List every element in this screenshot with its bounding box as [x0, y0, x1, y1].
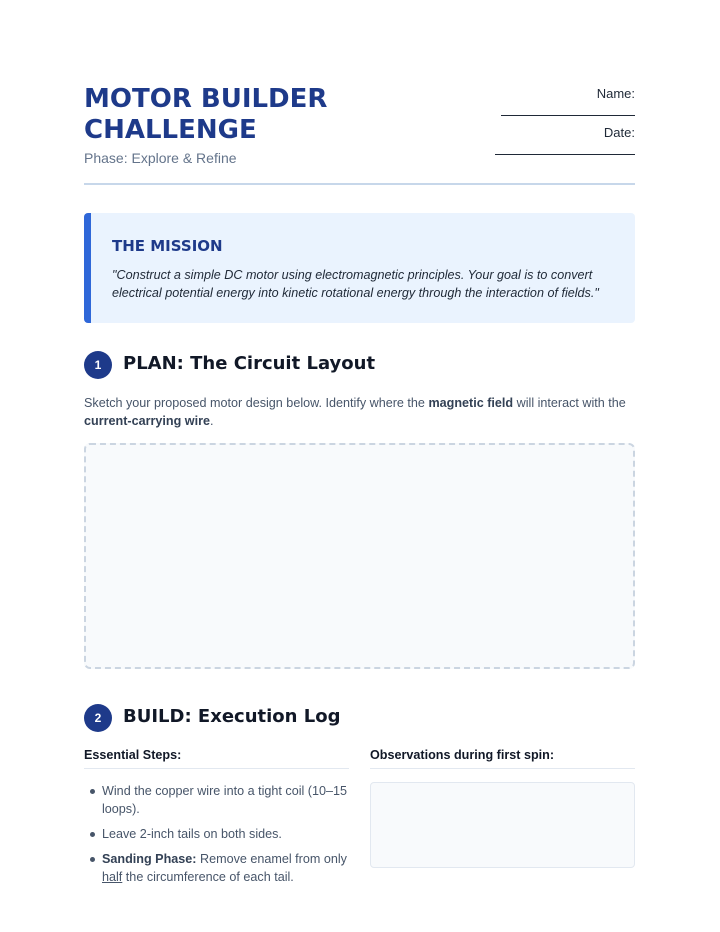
step-2-badge: 2	[84, 704, 112, 732]
name-field-line[interactable]	[501, 115, 635, 116]
step3-end: the circumference of each tail.	[122, 870, 294, 884]
plan-text-3: .	[209, 414, 214, 428]
title-line-2: CHALLENGE	[84, 115, 257, 145]
mission-quote: "Construct a simple DC motor using electromagnetic principles. Your goal is to convert electrical potential energy into kinetic rotational energy through the interaction of fields."	[112, 268, 599, 300]
sketch-area[interactable]	[84, 443, 635, 669]
plan-text-1: Sketch your proposed motor design below. Identify where the	[84, 396, 429, 410]
date-field-line[interactable]	[495, 154, 635, 155]
observations-input-box[interactable]	[370, 782, 635, 868]
plan-text-2: will interact with the	[513, 396, 626, 410]
plan-text-current-wire: current-carrying wire	[84, 414, 210, 428]
title-line-1: MOTOR BUILDER	[84, 84, 328, 114]
mission-box	[84, 213, 635, 323]
worksheet-title	[84, 84, 384, 146]
steps-heading: Essential Steps:	[84, 748, 182, 762]
date-label: Date:	[603, 125, 635, 140]
plan-text-magnetic-field: magnetic field	[428, 396, 514, 410]
worksheet-header	[84, 84, 635, 184]
name-label: Name:	[596, 86, 635, 101]
step-1-badge: 1	[84, 351, 112, 379]
mission-title: THE MISSION	[112, 237, 223, 255]
plan-section-title: PLAN: The Circuit Layout	[123, 353, 376, 374]
list-item: Wind the copper wire into a tight coil (10–15 loops).	[84, 782, 350, 818]
plan-instructions	[84, 394, 635, 430]
phase-subtitle: Phase: Explore & Refine	[84, 150, 237, 166]
sanding-phase-label: Sanding Phase:	[102, 852, 197, 866]
list-item: Leave 2-inch tails on both sides.	[84, 825, 350, 843]
header-divider	[84, 183, 635, 185]
steps-heading-rule	[84, 768, 349, 769]
observations-heading-rule	[370, 768, 635, 769]
build-section-title: BUILD: Execution Log	[123, 706, 341, 727]
step3-half: half	[102, 870, 123, 884]
observations-heading: Observations during first spin:	[370, 748, 555, 762]
essential-steps-list	[84, 782, 350, 893]
step3-text: Remove enamel from only	[196, 852, 347, 866]
list-item	[84, 850, 350, 886]
